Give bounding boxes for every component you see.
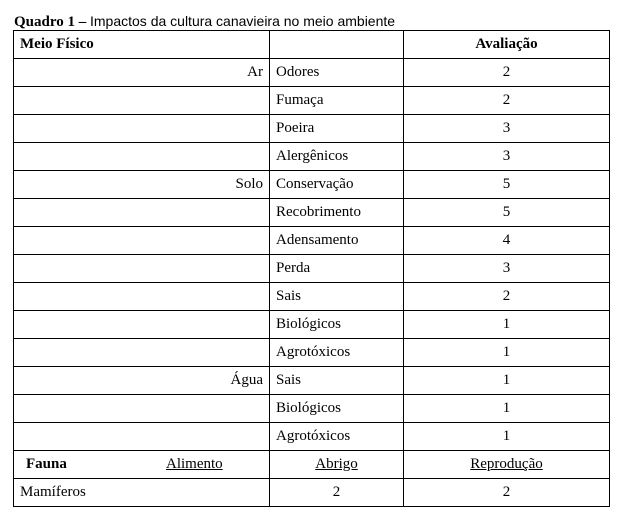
table-row <box>14 59 610 87</box>
score-cell: 1 <box>404 311 610 339</box>
item-cell: Poeira <box>270 115 404 143</box>
caption-text: Impactos da cultura canavieira no meio ambiente <box>90 13 396 29</box>
table-header-row <box>14 31 610 59</box>
score-cell: 2 <box>404 87 610 115</box>
group-cell: Água <box>14 367 270 395</box>
table-row <box>14 395 610 423</box>
group-cell <box>14 283 270 311</box>
table-row <box>14 171 610 199</box>
fauna-col-alimento: Alimento <box>166 456 223 472</box>
score-cell: 5 <box>404 171 610 199</box>
fauna-header-row <box>14 451 610 479</box>
fauna-header-cell <box>14 451 270 479</box>
group-cell <box>14 339 270 367</box>
item-cell: Recobrimento <box>270 199 404 227</box>
score-cell: 2 <box>404 59 610 87</box>
group-cell: Ar <box>14 59 270 87</box>
table-row <box>14 199 610 227</box>
header-blank <box>270 31 404 59</box>
group-cell <box>14 255 270 283</box>
table-row <box>14 87 610 115</box>
score-cell: 5 <box>404 199 610 227</box>
group-cell <box>14 395 270 423</box>
table-row <box>14 227 610 255</box>
table-row <box>14 339 610 367</box>
fauna-reproducao-cell: 2 <box>404 479 610 507</box>
score-cell: 1 <box>404 367 610 395</box>
item-cell: Biológicos <box>270 395 404 423</box>
score-cell: 2 <box>404 283 610 311</box>
table-row <box>14 311 610 339</box>
caption-label: Quadro 1 – <box>14 14 87 30</box>
table-row <box>14 143 610 171</box>
impacts-table <box>13 30 610 507</box>
table-row <box>14 283 610 311</box>
group-cell <box>14 423 270 451</box>
score-cell: 3 <box>404 143 610 171</box>
fauna-row <box>14 479 610 507</box>
table-row <box>14 255 610 283</box>
item-cell: Adensamento <box>270 227 404 255</box>
item-cell: Conservação <box>270 171 404 199</box>
table-row <box>14 423 610 451</box>
table-row <box>14 115 610 143</box>
item-cell: Agrotóxicos <box>270 423 404 451</box>
group-cell <box>14 87 270 115</box>
score-cell: 1 <box>404 339 610 367</box>
group-cell <box>14 143 270 171</box>
header-meio-fisico: Meio Físico <box>14 31 270 59</box>
group-cell <box>14 227 270 255</box>
fauna-name-cell: Mamíferos <box>14 479 270 507</box>
item-cell: Fumaça <box>270 87 404 115</box>
item-cell: Agrotóxicos <box>270 339 404 367</box>
score-cell: 1 <box>404 395 610 423</box>
item-cell: Perda <box>270 255 404 283</box>
group-cell <box>14 115 270 143</box>
item-cell: Biológicos <box>270 311 404 339</box>
group-cell: Solo <box>14 171 270 199</box>
fauna-label: Fauna <box>26 456 67 472</box>
item-cell: Odores <box>270 59 404 87</box>
group-cell <box>14 311 270 339</box>
item-cell: Sais <box>270 367 404 395</box>
group-cell <box>14 199 270 227</box>
score-cell: 3 <box>404 115 610 143</box>
fauna-col-reproducao: Reprodução <box>404 451 610 479</box>
score-cell: 1 <box>404 423 610 451</box>
score-cell: 3 <box>404 255 610 283</box>
item-cell: Sais <box>270 283 404 311</box>
table-caption <box>14 12 395 31</box>
fauna-col-abrigo: Abrigo <box>270 451 404 479</box>
fauna-abrigo-cell: 2 <box>270 479 404 507</box>
header-avaliacao: Avaliação <box>404 31 610 59</box>
score-cell: 4 <box>404 227 610 255</box>
item-cell: Alergênicos <box>270 143 404 171</box>
table-row <box>14 367 610 395</box>
